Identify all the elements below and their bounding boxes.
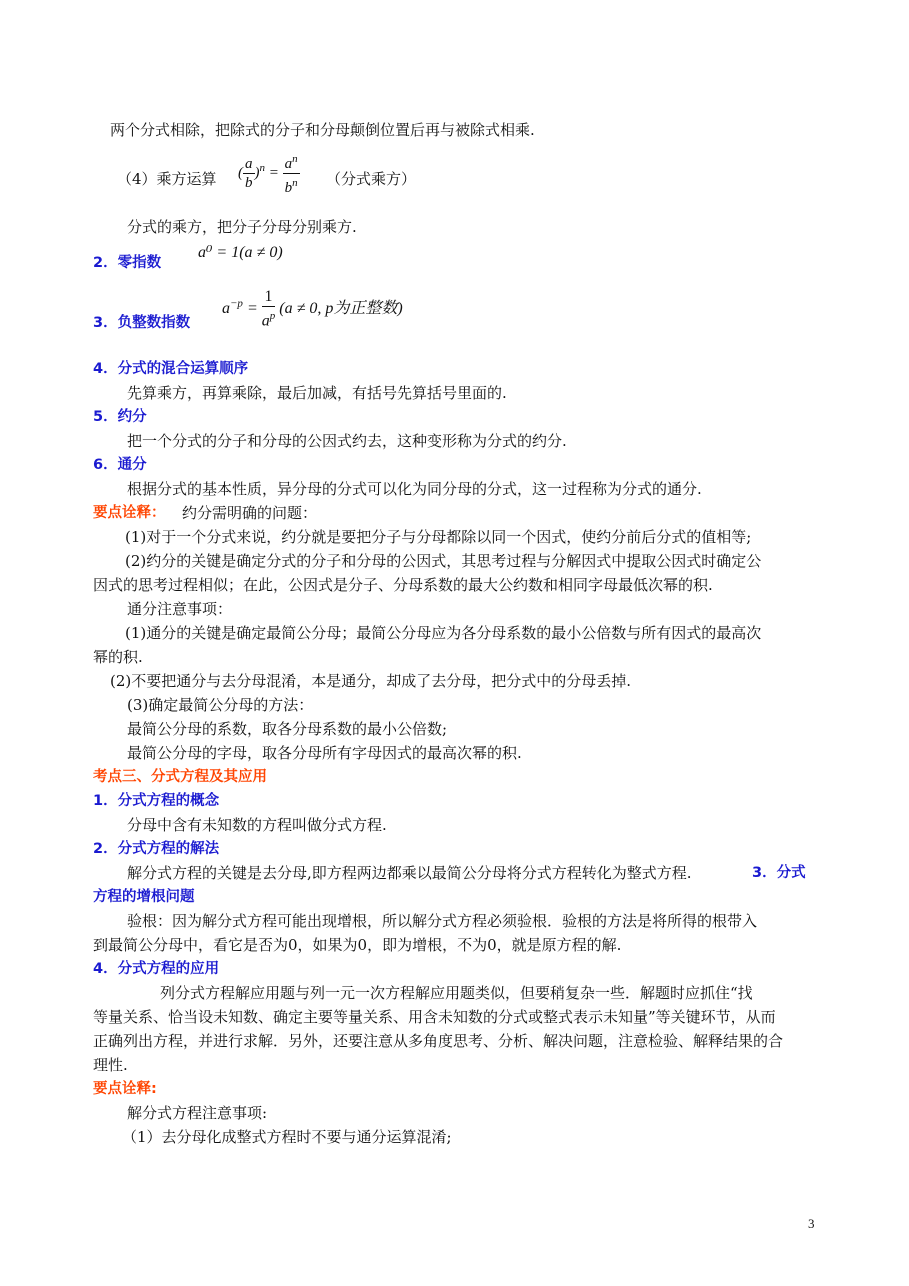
- text-line: （4）乘方运算: [117, 170, 217, 188]
- heading-negative-exponent: 3．负整数指数: [93, 315, 191, 331]
- heading-application: 4．分式方程的应用: [93, 961, 220, 977]
- text-line: 解分式方程注意事项:: [127, 1104, 268, 1122]
- text-line: 等量关系、恰当设未知数、确定主要等量关系、用含未知数的分式或整式表示未知量”等关键环节，从而: [93, 1008, 776, 1026]
- text-line: 解分式方程的关键是去分母,即方程两边都乘以最简公分母将分式方程转化为整式方程.: [127, 864, 692, 882]
- text-line: 理性.: [93, 1056, 128, 1074]
- text-line: 验根：因为解分式方程可能出现增根，所以解分式方程必须验根．验根的方法是将所得的根带入: [127, 912, 758, 930]
- text-line: (2)不要把通分与去分母混淆，本是通分，却成了去分母，把分式中的分母丢掉.: [110, 672, 632, 690]
- power-formula: ( $\frac{a}{b}$ )$^n$ = $\frac{a^n}{b^n}$: [238, 150, 300, 197]
- text-line: 到最简公分母中，看它是否为0，如果为0，即为增根，不为0，就是原方程的解.: [93, 936, 622, 954]
- zero-exponent-formula: a⁰ = 1(a ≠ 0): [198, 244, 283, 261]
- text-line: (2)约分的关键是确定分式的分子和分母的公因式，其思考过程与分解因式中提取公因式时确定公: [125, 552, 762, 570]
- text-line: (1)通分的关键是确定最简公分母；最简公分母应为各分母系数的最小公倍数与所有因式的最高次: [125, 624, 762, 642]
- text-line: （分式乘方）: [326, 170, 417, 188]
- heading-extraneous-root-cont: 方程的增根问题: [93, 889, 195, 905]
- text-line: 先算乘方，再算乘除，最后加减，有括号先算括号里面的.: [127, 384, 507, 402]
- text-line: 把一个分式的分子和分母的公因式约去，这种变形称为分式的约分.: [127, 432, 567, 450]
- text-line: 列分式方程解应用题与列一元一次方程解应用题类似，但要稍复杂一些．解题时应抓住“找: [160, 984, 753, 1002]
- text-line: 分式的乘方，把分子分母分别乘方.: [127, 218, 357, 236]
- heading-extraneous-root: 3．分式: [752, 865, 806, 881]
- note-label: 要点诠释:: [93, 1081, 157, 1097]
- heading-solution: 2．分式方程的解法: [93, 841, 220, 857]
- heading-concept: 1．分式方程的概念: [93, 793, 220, 809]
- text-line: 因式的思考过程相似；在此，公因式是分子、分母系数的最大公约数和相同字母最低次幂的积.: [93, 576, 713, 594]
- text-line: 约分需明确的问题：: [182, 504, 318, 522]
- section-heading-kd3: 考点三、分式方程及其应用: [93, 769, 267, 785]
- text-line: （1）去分母化成整式方程时不要与通分运算混淆;: [122, 1128, 452, 1146]
- text-line: (3)确定最简公分母的方法：: [127, 696, 314, 714]
- heading-zero-exponent: 2．零指数: [93, 255, 162, 271]
- text-line: 最简公分母的系数，取各分母系数的最小公倍数;: [127, 720, 448, 738]
- text-line: 最简公分母的字母，取各分母所有字母因式的最高次幂的积.: [127, 744, 522, 762]
- text-line: 分母中含有未知数的方程叫做分式方程.: [127, 816, 387, 834]
- text-line: 正确列出方程，并进行求解．另外，还要注意从多角度思考、分析、解决问题，注意检验、解释结果的合: [93, 1032, 784, 1050]
- heading-mixed-order: 4．分式的混合运算顺序: [93, 361, 249, 377]
- text-line: (1)对于一个分式来说，约分就是要把分子与分母都除以同一个因式，使约分前后分式的值相等;: [125, 528, 752, 546]
- text-line: 两个分式相除，把除式的分子和分母颠倒位置后再与被除式相乘.: [110, 121, 535, 139]
- text-line: 通分注意事项：: [127, 600, 233, 618]
- note-label: 要点诠释：: [93, 505, 166, 521]
- negative-exponent-condition: (a ≠ 0, p为正整数): [279, 299, 403, 317]
- heading-yuefen: 5．约分: [93, 409, 147, 425]
- text-line: 幂的积.: [93, 648, 143, 666]
- negative-exponent-formula: $a^{-p}$ = $\frac{1}{a^p}$ (a ≠ 0, p为正整数): [222, 288, 403, 330]
- heading-tongfen: 6．通分: [93, 457, 147, 473]
- text-line: 根据分式的基本性质，异分母的分式可以化为同分母的分式，这一过程称为分式的通分.: [127, 480, 702, 498]
- page-number: 3: [808, 1216, 815, 1231]
